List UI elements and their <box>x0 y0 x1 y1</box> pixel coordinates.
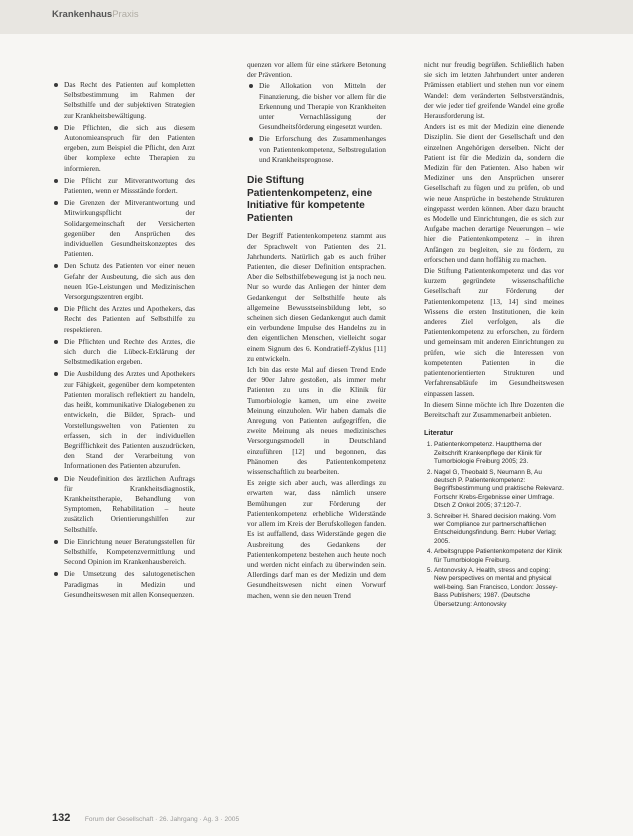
list-item: Die Neudefinition des ärztlichen Auftrags für Krankheitsdiagnostik, Krankheitstherapie, Behandlung von Symptomen, Rehabilitation – heute zusätzlich Orientierungshilfen zur Selbsthilfe. <box>52 474 195 535</box>
reference-item: 5. Antonovsky A. Health, stress and coping: New perspectives on mental and physical well-being. San Francisco, London: Jossey-Bass Publishers; 1987. (Deutsche Übersetzung: Antonovsky <box>434 567 564 609</box>
page-footer <box>52 808 239 826</box>
paragraph: Die Stiftung Patientenkompetenz und das vor kurzem gegründete wissenschaftliche Gesellschaft zur Förderung der Patientenkompetenz [13, 14] sind meines Wissens die ersten Institutionen, die kein anderes Ziel verfolgen, als die Patientenkompetenz zu erforschen, zu fördern und gemeinsam mit anderen Einrichtungen zu prüfen, wie sich die Interessen von kompetenten Patienten in die patientenorientierten Strukturen und Verfahrensabläufe im Gesundheitswesen einpassen lassen. <box>424 266 564 398</box>
list-item: Die Pflicht zur Mitverantwortung des Patienten, wenn er Missstände fordert. <box>52 176 195 196</box>
column-1 <box>52 80 195 602</box>
list-item: Das Recht des Patienten auf kompletten Selbstbestimmung im Rahmen der Selbsthilfe und der subjektiven Strategien zur Krankheitsbewältigung. <box>52 80 195 121</box>
list-item: Die Ausbildung des Arztes und Apothekers zur Fähigkeit, gegenüber dem kompetenten Patienten moralisch reflektiert zu handeln, das heißt, kommunikative Dialogebenen zu entwickeln, die Bilder, Sprach- und Vorstellungswelten von Patienten zu erfassen, sich in der individuellen Begrifflichkeit des Patienten auszudrücken, den Stand der Verarbeitung von Informationen des Patienten abzurufen. <box>52 369 195 471</box>
section-heading: Die Stiftung Patientenkompetenz, eine Initiative für kompetente Patienten <box>247 175 373 224</box>
reference-item: 4. Arbeitsgruppe Patientenkompetenz der Klinik für Tumorbiologie Freiburg. <box>434 548 564 565</box>
reference-item: 1. Patientenkompetenz. Hauptthema der Zeitschrift Krankenpflege der Klinik für Tumorbiologie Freiburg 2005; 23. <box>434 441 564 466</box>
paragraph: Es zeigte sich aber auch, was allerdings zu erwarten war, dass nämlich unsere Bemühungen zur Förderung der Patientenkompetenz erhebliche Widerstände vor allem im Kreis der Berufskollegen fanden. Es ist auffallend, dass Widerstände gegen die Ausbreitung des Gedankens der Patientenkompetenz bestehen auch heute noch und werden nicht einfach zu überwinden sein. Allerdings darf man es der Medizin und dem Gesundheitswesen nicht einen Vorwurf machen, wenn sie den neuen Trend <box>247 478 386 600</box>
paragraph: quenzen vor allem für eine stärkere Betonung der Prävention. <box>247 60 386 80</box>
running-header-subsection: Praxis <box>112 9 139 20</box>
paragraph: Der Begriff Patientenkompetenz stammt aus der Sprachwelt von Patienten des 21. Jahrhunderts. Natürlich gab es auch früher Patienten, die dieser Definition entsprachen. Aber die Selbsthilfebewegung ist ja noch neu. Nur so wurde das Anliegen der hinter dem Gedankengut der Selbsthilfe heute als allgemeine Bewusstseinsbildung lebt, so scheinen sich diesen Gedankengut auch damit ein verbundene Impulse des Handelns zu in den eigentlichen Menschen, vielleicht sogar einem Signum des 6. Kondratieff-Zyklus [11] zu entwickeln. <box>247 231 386 363</box>
paragraph: In diesem Sinne möchte ich Ihre Dozenten die Bereitschaft zur Zusammenarbeit anbieten. <box>424 399 564 419</box>
bullet-list <box>247 81 386 165</box>
paragraph: Anders ist es mit der Medizin eine dienende Disziplin. Sie dient der Gesellschaft und den einzelnen Angehörigen derselben. Nicht der Patient ist für die Medizin da, sondern die Medizin für den Patienten. Also haben wir Mediziner uns den Ansprüchen unserer Gesellschaft zu fügen und zu prüfen, ob und wie neue Ansprüche in bestehende Strukturen eingepasst werden können. Aber dazu braucht es Modelle und Einrichtungen, die es sich zur Aufgabe machen derartige Neuerungen – wie hier die Patientenkompetenz – in ihren Anfängen zu begleiten, sie zu fördern, zu erforschen und dann hoffähig zu machen. <box>424 122 564 264</box>
column-2 <box>247 60 386 602</box>
list-item: Die Umsetzung des salutogenetischen Paradigmas in Medizin und Gesundheitswesen mit allen Konsequenzen. <box>52 569 195 600</box>
list-item: Den Schutz des Patienten vor einer neuen Gefahr der Ausbeutung, die sich aus den neuen IGe-Leistungen und Medizinischen Versorgungszentren ergibt. <box>52 261 195 302</box>
references-heading: Literatur <box>424 428 454 438</box>
list-item: Die Einrichtung neuer Beratungsstellen für Selbsthilfe, Kompetenzvermittlung und Second Opinion im Krankenhausbereich. <box>52 537 195 568</box>
reference-item: 3. Schreiber H. Shared decision making. Vom wer Compliance zur partnerschaftlichen Entscheidungsfindung. Bern: Huber Verlag; 2005. <box>434 513 564 547</box>
references-list <box>424 441 564 609</box>
paragraph: nicht nur freudig begrüßen. Schließlich haben sie sich im letzten Jahrhundert unter anderen Prämissen etabliert und stehen nun vor einem Wandel: dem veränderten Selbstverständnis, der wie jeder tief greifende Wandel eine große Herausforderung ist. <box>424 60 564 121</box>
journal-citation: Forum der Gesellschaft · 26. Jahrgang · Ag. 3 · 2005 <box>84 816 240 823</box>
bullet-list <box>52 80 195 600</box>
list-item: Die Pflichten und Rechte des Arztes, die sich durch die Lübeck-Erklärung der Selbstmedikation ergeben. <box>52 337 195 368</box>
list-item: Die Grenzen der Mitverantwortung und Mitwirkungspflicht der Solidargemeinschaft der Versicherten gegenüber den Ansprüchen des individuellen Gesundheitskonzeptes des Patienten. <box>52 198 195 259</box>
list-item: Die Pflichten, die sich aus diesem Autonomieanspruch für den Patienten ergeben, zum Beispiel die Pflicht, den Arzt über komplexe echte Therapien zu informieren. <box>52 123 195 174</box>
page-header-band <box>0 0 633 34</box>
list-item: Die Erforschung des Zusammenhanges von Patientenkompetenz, Selbstregulation und Krankheitsprognose. <box>247 134 386 165</box>
list-item: Die Allokation von Mitteln der Finanzierung, die bisher vor allem für die Erkennung und Therapie von Krankheiten unter Vernachlässigung der Gesundheitsförderung eingesetzt wurden. <box>247 81 386 132</box>
list-item: Die Pflicht des Arztes und Apothekers, das Recht des Patienten auf Selbsthilfe zu respektieren. <box>52 304 195 335</box>
column-3 <box>424 60 564 611</box>
reference-item: 2. Nagel G, Theobald S, Neumann B, Au deutsch P. Patientenkompetenz: Begriffsbestimmung und praktische Relevanz. Fortschr Krebs-Ergebnisse einer Umfrage. Dtsch Z Onkol 2005; 37:120-7. <box>434 469 564 511</box>
running-header-section: Krankenhaus <box>52 9 113 20</box>
running-header <box>52 9 139 20</box>
paragraph: Ich bin das erste Mal auf diesen Trend Ende der 90er Jahre gestoßen, als immer mehr Patienten zu uns in die Klinik für Tumorbiologie kamen, um eine zweite Meinung einzuholen. Wir haben damals die Anregung von Patienten aufgegriffen, die zweite Meinung als neues medizinisches Versorgungsmodell in Deutschland einzuführen [12] und begonnen, das Phänomen des Patientenkompetenz wissenschaftlich zu bearbeiten. <box>247 365 386 477</box>
page-number: 132 <box>52 812 71 824</box>
